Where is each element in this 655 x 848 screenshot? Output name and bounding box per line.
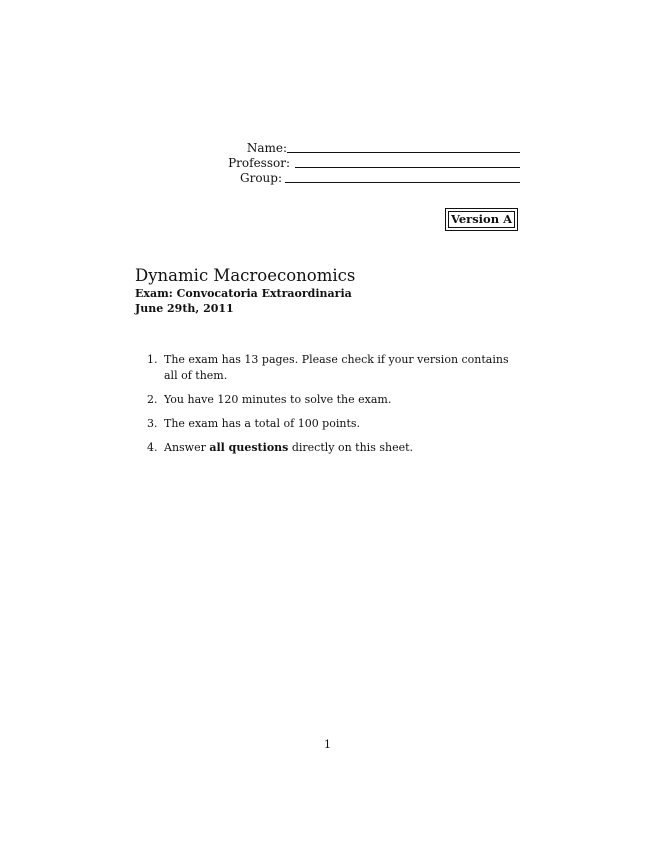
page-number: 1	[324, 738, 331, 751]
item-text-after: directly on this sheet.	[288, 441, 414, 454]
exam-date: June 29th, 2011	[135, 302, 234, 315]
name-field	[230, 140, 520, 156]
list-item	[147, 352, 522, 384]
item-text: The exam has a total of 100 points.	[164, 417, 361, 430]
professor-blank-line	[295, 167, 520, 168]
item-text	[164, 441, 413, 454]
exam-session: Exam: Convocatoria Extraordinaria	[135, 287, 352, 300]
item-number: 4.	[147, 441, 158, 454]
name-blank-line	[287, 152, 520, 153]
list-item	[147, 440, 522, 456]
version-label: Version A	[448, 211, 515, 228]
group-field	[230, 170, 520, 186]
list-item	[147, 416, 522, 432]
item-number: 2.	[147, 393, 158, 406]
item-text-emphasis: all questions	[209, 441, 289, 454]
professor-field	[230, 155, 520, 171]
item-text: You have 120 minutes to solve the exam.	[164, 393, 392, 406]
list-item	[147, 392, 522, 408]
group-blank-line	[285, 182, 520, 183]
title-block	[135, 266, 535, 316]
instructions-list	[147, 352, 522, 464]
name-label: Name:	[246, 141, 287, 155]
item-text-before: Answer	[164, 441, 210, 454]
item-text: The exam has 13 pages. Please check if your version contains all of them.	[164, 353, 509, 382]
professor-label: Professor:	[228, 156, 290, 170]
version-box	[445, 208, 518, 231]
group-label: Group:	[240, 171, 282, 185]
item-number: 1.	[147, 353, 158, 366]
course-title: Dynamic Macroeconomics	[135, 266, 356, 285]
item-number: 3.	[147, 417, 158, 430]
